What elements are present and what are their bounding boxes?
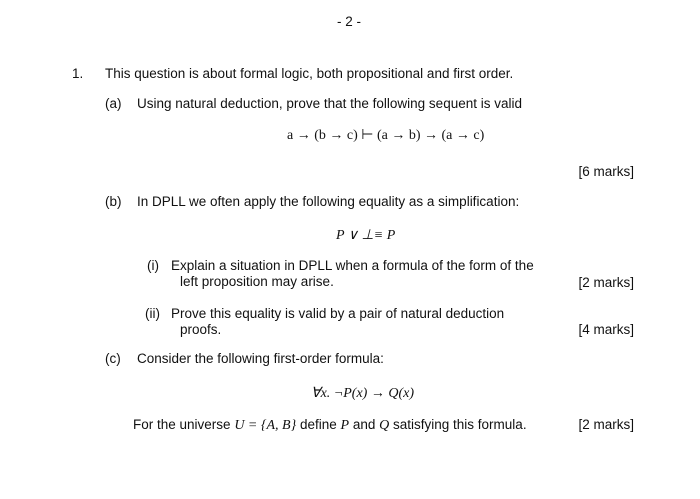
part-c-formula: ∀x. ¬P(x) → Q(x) bbox=[311, 386, 414, 401]
part-c-p: P bbox=[340, 418, 350, 433]
part-b-i-line1: Explain a situation in DPLL when a formula of the form of the bbox=[171, 258, 534, 273]
part-b-i-marks: [2 marks] bbox=[578, 275, 634, 290]
page-number: - 2 - bbox=[337, 14, 362, 29]
part-a-formula: a → (b → c) ⊢ (a → b) → (a → c) bbox=[287, 128, 485, 143]
part-b-text: In DPLL we often apply the following equality as a simplification: bbox=[137, 194, 520, 209]
part-c-text: Consider the following first-order formula: bbox=[137, 351, 384, 366]
part-a-text: Using natural deduction, prove that the following sequent is valid bbox=[137, 96, 522, 111]
part-c-universe: U = {A, B} bbox=[234, 418, 297, 433]
part-b-ii-label: (ii) bbox=[145, 306, 160, 321]
part-a-marks: [6 marks] bbox=[578, 164, 634, 179]
part-c-task-mid1: define bbox=[299, 417, 337, 432]
question-intro: This question is about formal logic, both propositional and first order. bbox=[105, 66, 514, 81]
part-b-label: (b) bbox=[105, 194, 122, 209]
part-b-formula: P ∨ ⊥≡ P bbox=[336, 228, 396, 243]
part-b-ii-line1: Prove this equality is valid by a pair of natural deduction bbox=[171, 306, 505, 321]
part-c-task-mid2: and bbox=[352, 417, 376, 432]
part-b-ii-marks: [4 marks] bbox=[578, 322, 634, 337]
part-a-label: (a) bbox=[105, 96, 122, 111]
part-b-ii-line2: proofs. bbox=[180, 322, 222, 337]
part-b-i-line2: left proposition may arise. bbox=[180, 274, 334, 289]
part-c-task-prefix: For the universe bbox=[133, 417, 231, 432]
part-c-task bbox=[133, 417, 527, 434]
part-c-marks: [2 marks] bbox=[578, 417, 634, 432]
part-b-i-label: (i) bbox=[147, 258, 159, 273]
question-number: 1. bbox=[72, 66, 84, 81]
part-c-task-suffix: satisfying this formula. bbox=[393, 417, 527, 432]
part-c-label: (c) bbox=[105, 351, 121, 366]
part-c-q: Q bbox=[379, 418, 390, 433]
